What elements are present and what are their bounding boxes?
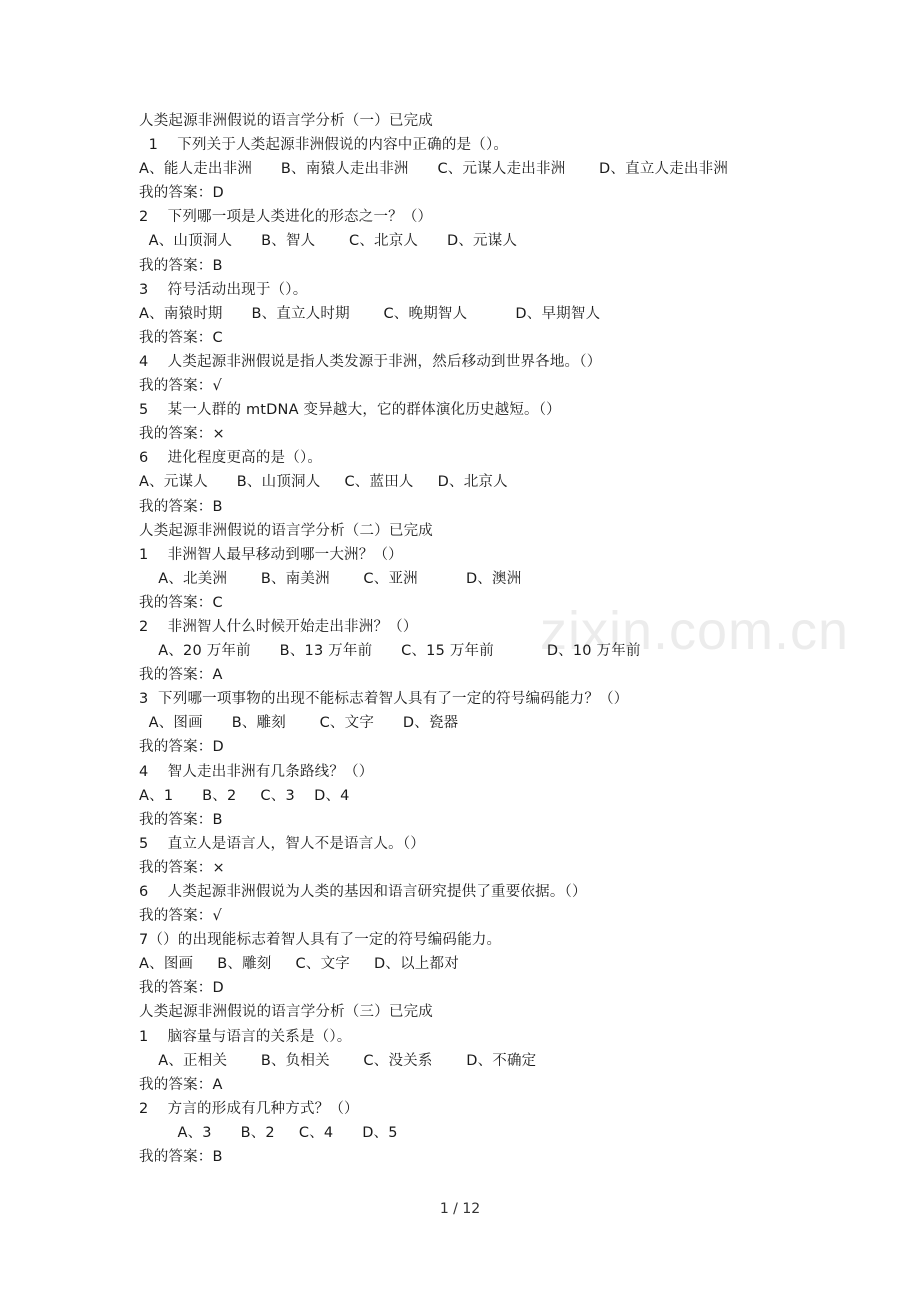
text-line: A、南猿时期 B、直立人时期 C、晚期智人 D、早期智人	[139, 305, 601, 322]
text-line: 3 下列哪一项事物的出现不能标志着智人具有了一定的符号编码能力？（）	[139, 691, 629, 708]
text-line: 我的答案：×	[139, 859, 225, 876]
text-line: A、北美洲 B、南美洲 C、亚洲 D、澳洲	[139, 570, 522, 587]
document-body	[139, 109, 859, 1169]
page-number: 1 / 12	[439, 1201, 481, 1217]
text-line: 我的答案：√	[139, 378, 222, 395]
text-line: A、20 万年前 B、13 万年前 C、15 万年前 D、10 万年前	[139, 643, 641, 660]
text-line: 人类起源非洲假说的语言学分析（三）已完成	[139, 1004, 433, 1021]
text-line: 7（）的出现能标志着智人具有了一定的符号编码能力。	[139, 932, 502, 949]
text-line: 我的答案：A	[139, 1076, 223, 1093]
text-line: 我的答案：B	[139, 811, 223, 828]
text-line: 我的答案：B	[139, 1149, 223, 1166]
text-line: 1 非洲智人最早移动到哪一大洲？（）	[139, 546, 403, 563]
text-line: 我的答案：√	[139, 908, 222, 925]
text-line: A、3 B、2 C、4 D、5	[139, 1124, 398, 1141]
text-line: 5 某一人群的 mtDNA 变异越大，它的群体演化历史越短。（）	[139, 402, 561, 419]
text-line: 我的答案：B	[139, 498, 223, 515]
text-line: 人类起源非洲假说的语言学分析（一）已完成	[139, 113, 433, 129]
text-line: 我的答案：D	[139, 739, 224, 756]
text-line: 2 方言的形成有几种方式？（）	[139, 1100, 359, 1117]
text-line: 我的答案：C	[139, 329, 223, 346]
watermark: zixin.com.cn	[540, 601, 850, 661]
text-line: A、图画 B、雕刻 C、文字 D、以上都对	[139, 956, 459, 973]
text-line: 3 符号活动出现于（）。	[139, 281, 308, 298]
text-line: 6 进化程度更高的是（）。	[139, 450, 323, 467]
text-line: 6 人类起源非洲假说为人类的基因和语言研究提供了重要依据。（）	[139, 884, 587, 900]
text-line: 2 非洲智人什么时候开始走出非洲？（）	[139, 618, 418, 635]
text-line: 4 智人走出非洲有几条路线？（）	[139, 763, 374, 780]
text-line: 2 下列哪一项是人类进化的形态之一？（）	[139, 209, 433, 226]
text-line: 我的答案：D	[139, 980, 224, 997]
text-line: A、元谋人 B、山顶洞人 C、蓝田人 D、北京人	[139, 474, 508, 491]
text-line: 我的答案：D	[139, 185, 224, 202]
text-line: 我的答案：C	[139, 594, 223, 611]
text-line: A、正相关 B、负相关 C、没关系 D、不确定	[139, 1052, 537, 1069]
text-line: A、山顶洞人 B、智人 C、北京人 D、元谋人	[139, 233, 518, 250]
text-line: 我的答案：B	[139, 257, 223, 274]
text-line: 我的答案：A	[139, 667, 223, 684]
text-line: 5 直立人是语言人，智人不是语言人。（）	[139, 835, 426, 852]
text-line: A、1 B、2 C、3 D、4	[139, 787, 350, 804]
text-line: 我的答案：×	[139, 426, 225, 443]
text-line: 1 下列关于人类起源非洲假说的内容中正确的是（）。	[139, 137, 509, 154]
text-line: 人类起源非洲假说的语言学分析（二）已完成	[139, 522, 433, 539]
text-line: A、能人走出非洲 B、南猿人走出非洲 C、元谋人走出非洲 D、直立人走出非洲	[139, 161, 729, 178]
text-line: 1 脑容量与语言的关系是（）。	[139, 1028, 352, 1045]
text-line: 4 人类起源非洲假说是指人类发源于非洲，然后移动到世界各地。（）	[139, 353, 602, 370]
text-line: A、图画 B、雕刻 C、文字 D、瓷器	[139, 715, 459, 732]
